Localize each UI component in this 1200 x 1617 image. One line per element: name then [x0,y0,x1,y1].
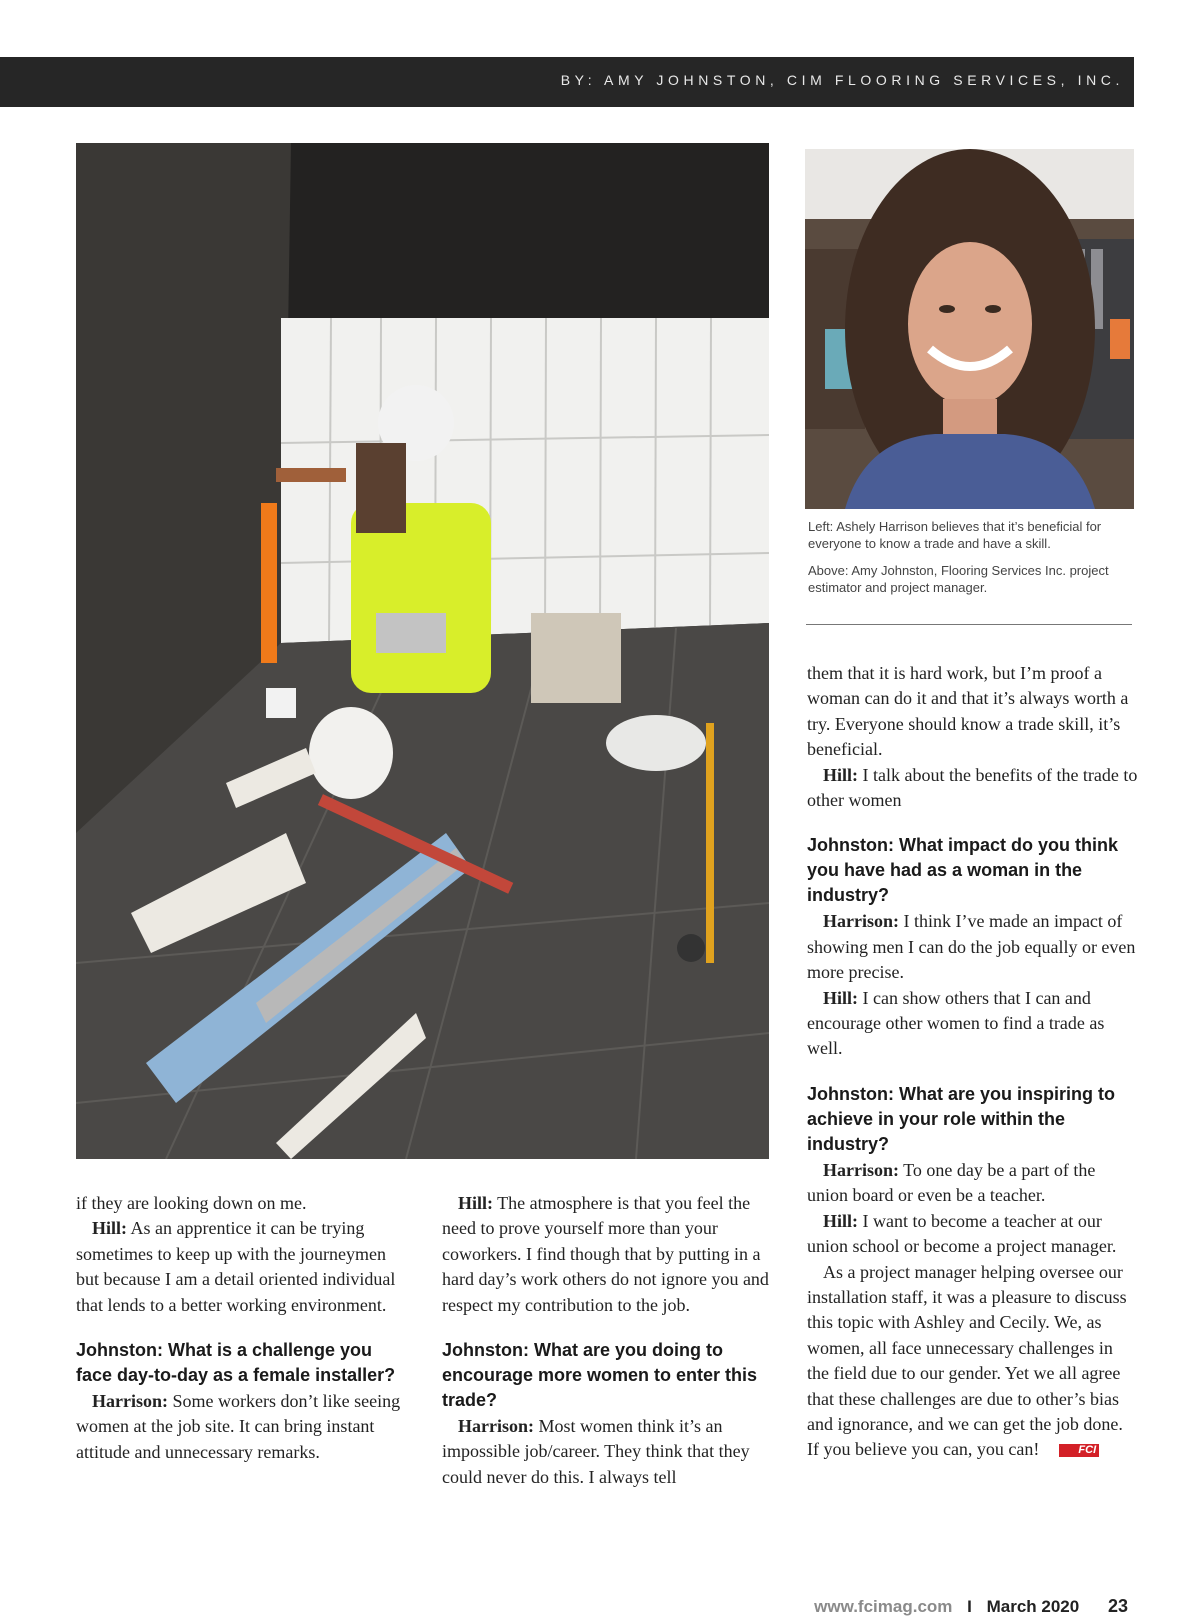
answer-text: Most women think it’s an impossible job/career. They think that they could never do this. I always tell [442,1416,750,1487]
answer-text: I talk about the benefits of the trade to other women [807,764,1138,811]
page-footer [814,1596,1128,1617]
speaker-name: Harrison: [823,1159,899,1180]
issue-date: March 2020 [986,1597,1080,1616]
paragraph [76,1216,411,1318]
paragraph [807,909,1139,985]
paragraph: them that it is hard work, but I’m proof a woman can do it and that it’s always worth a try. Everyone should know a trade skill, it’s beneficial. [807,663,1129,760]
answer-text: I can show others that I can and encourage other women to find a trade as well. [807,987,1105,1059]
answer-text: The atmosphere is that you feel the need to prove yourself more than your coworkers. I find though that by putting in a hard day’s work others do not ignore you and respect my contribution to the job. [442,1193,769,1315]
paragraph [76,1389,411,1465]
footer-separator: I [967,1597,972,1616]
speaker-name: Hill: [92,1218,127,1239]
answer-text: To one day be a part of the union board or even be a teacher. [807,1159,1096,1206]
installer-photo [76,143,769,1159]
paragraph [442,1414,777,1490]
paragraph [807,1209,1139,1260]
fci-end-badge: FCI [1059,1444,1099,1457]
speaker-name: Hill: [823,1210,858,1231]
column-1 [76,1191,411,1465]
column-3 [807,661,1139,1463]
paragraph: if they are looking down on me. [76,1193,307,1213]
website-link[interactable]: www.fcimag.com [814,1597,953,1616]
paragraph [807,1260,1139,1463]
speaker-name: Hill: [458,1193,493,1213]
paragraph [807,1158,1139,1209]
caption-divider [806,624,1132,625]
photo-captions [808,518,1136,606]
paragraph [807,763,1139,814]
page-number: 23 [1107,1596,1128,1616]
speaker-name: Harrison: [823,911,899,932]
interview-question: Johnston: What is a challenge you face day-to-day as a female installer? [76,1340,396,1386]
closing-text: As a project manager helping oversee our installation staff, it was a pleasure to discuss this topic with Ashley and Cecily. We, as women, all face unnecessary challenges in the field due to our gender. Yet we all agree that these challenges are due to other’s bias and ignorance, and we can get the job done. If you believe you can, you can! [807,1261,1127,1460]
portrait-photo [805,149,1134,509]
caption-left: Left: Ashely Harrison believes that it’s beneficial for everyone to know a trade and have a skill. [808,519,1102,551]
speaker-name: Hill: [823,987,858,1008]
answer-text: I think I’ve made an impact of showing men I can do the job equally or even more precise. [807,911,1136,983]
speaker-name: Hill: [823,764,858,785]
byline: BY: AMY JOHNSTON, CIM FLOORING SERVICES, INC. [560,72,1124,88]
speaker-name: Harrison: [458,1416,534,1437]
answer-text: Some workers don’t like seeing women at the job site. It can bring instant attitude and unnecessary remarks. [76,1391,401,1462]
paragraph [442,1191,777,1318]
answer-text: As an apprentice it can be trying sometimes to keep up with the journeymen but because I am a detail oriented individual that lends to a better working environment. [76,1218,396,1315]
caption-above: Above: Amy Johnston, Flooring Services Inc. project estimator and project manager. [808,563,1109,595]
column-2 [442,1191,777,1490]
interview-question: Johnston: What are you doing to encourage more women to enter this trade? [442,1340,758,1411]
byline-bar [0,57,1134,107]
interview-question: Johnston: What impact do you think you have had as a woman in the industry? [807,835,1118,906]
speaker-name: Harrison: [92,1391,168,1412]
interview-question: Johnston: What are you inspiring to achieve in your role within the industry? [807,1083,1115,1154]
answer-text: I want to become a teacher at our union school or become a project manager. [807,1210,1117,1257]
paragraph [807,986,1139,1062]
